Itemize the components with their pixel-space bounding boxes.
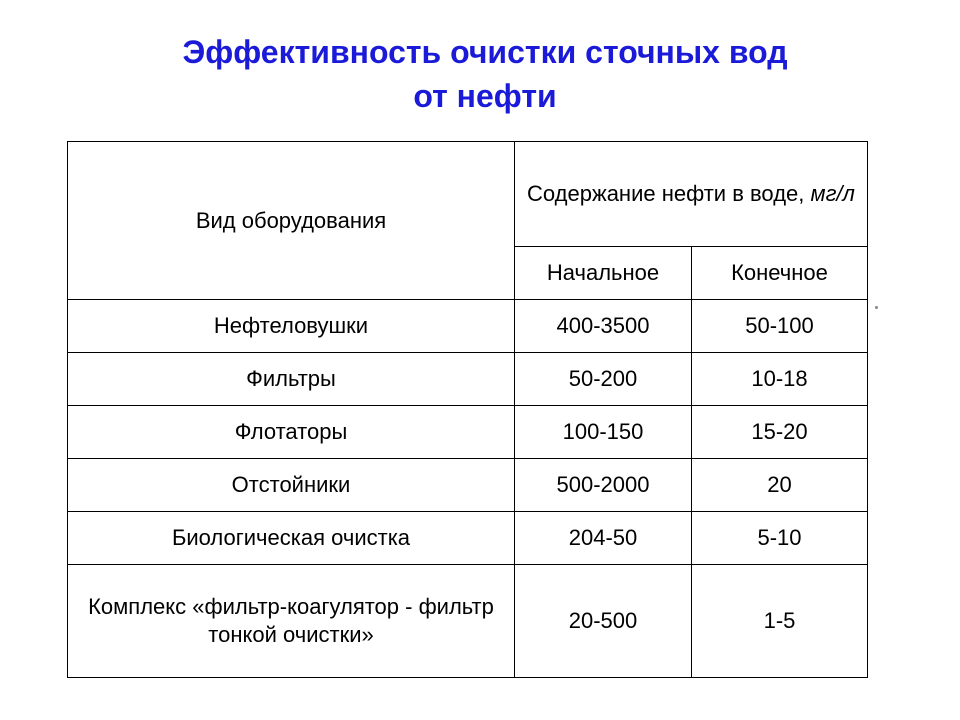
header-initial: Начальное [515,247,692,300]
table-row [68,459,868,512]
cell-equipment: Отстойники [68,459,515,512]
header-oil-content-unit: мг/л [810,181,855,206]
table-row [68,353,868,406]
cell-final: 5-10 [692,512,868,565]
cell-final: 10-18 [692,353,868,406]
cell-final: 20 [692,459,868,512]
decorative-dot [875,306,878,309]
title-line-1: Эффективность очистки сточных вод [182,34,788,70]
table-row [68,565,868,678]
cell-initial: 400-3500 [515,300,692,353]
cell-initial: 20-500 [515,565,692,678]
header-oil-content-label: Содержание нефти в воде, [527,181,811,206]
header-equipment: Вид оборудования [68,142,515,300]
cell-equipment: Комплекс «фильтр-коагулятор - фильтр тонкой очистки» [68,565,515,678]
cell-equipment: Фильтры [68,353,515,406]
efficiency-table [67,141,868,678]
header-row-1 [68,142,868,247]
page-title [60,30,910,118]
table-row [68,406,868,459]
cell-final: 15-20 [692,406,868,459]
cell-equipment: Флотаторы [68,406,515,459]
cell-equipment: Нефтеловушки [68,300,515,353]
cell-initial: 50-200 [515,353,692,406]
title-line-2: от нефти [413,78,557,114]
table-row [68,512,868,565]
cell-final: 50-100 [692,300,868,353]
cell-equipment: Биологическая очистка [68,512,515,565]
header-oil-content [515,142,868,247]
cell-initial: 100-150 [515,406,692,459]
cell-initial: 500-2000 [515,459,692,512]
header-final: Конечное [692,247,868,300]
table-row [68,300,868,353]
cell-final: 1-5 [692,565,868,678]
cell-initial: 204-50 [515,512,692,565]
